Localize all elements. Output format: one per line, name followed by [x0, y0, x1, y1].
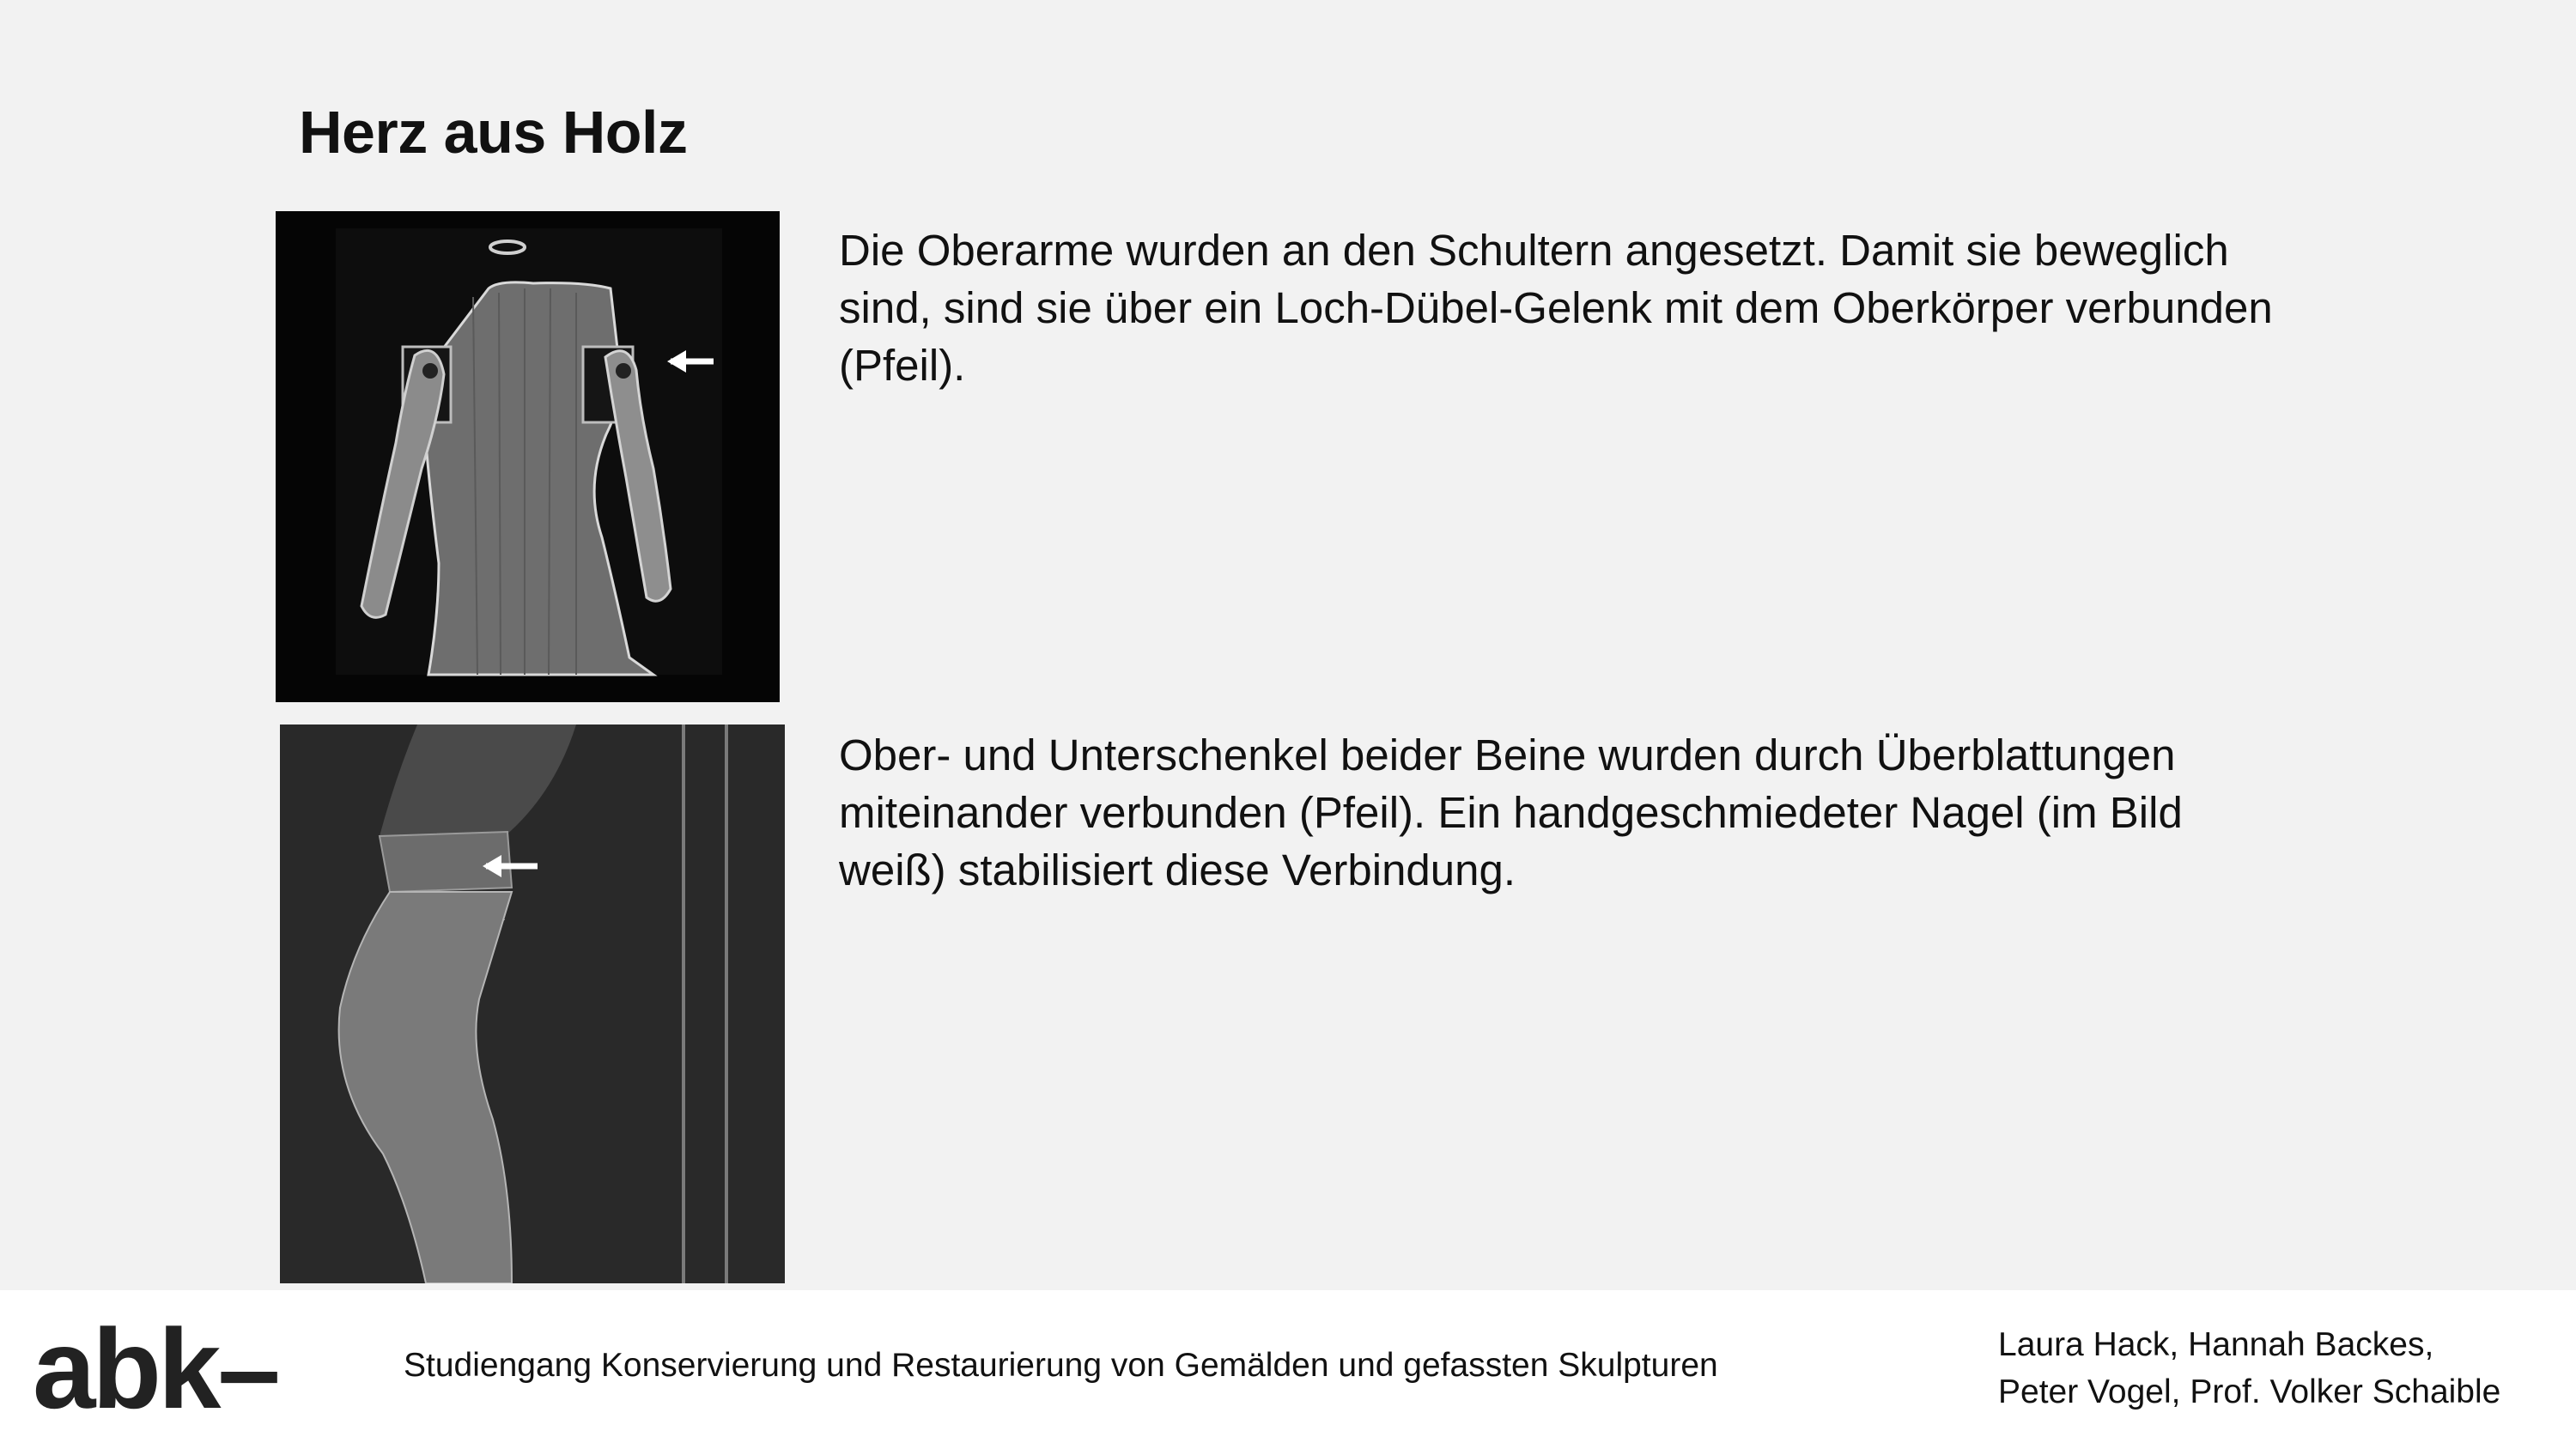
- authors-line-1: Laura Hack, Hannah Backes,: [1998, 1326, 2434, 1363]
- footer: [0, 1290, 2576, 1449]
- arrow-left-icon: [280, 724, 785, 1283]
- caption-legs: Ober- und Unterschenkel beider Beine wurden durch Überblattungen miteinander verbunden (Pfeil). Ein handgeschmiedeter Nagel (im Bild weiß) stabilisiert diese Verbindung.: [839, 731, 2183, 894]
- arrow-left-icon: [276, 211, 780, 702]
- authors-line-2: Peter Vogel, Prof. Volker Schaible: [1998, 1373, 2501, 1410]
- abk-logo: abk–: [33, 1306, 277, 1432]
- slide-title: Herz aus Holz: [299, 99, 688, 166]
- ct-scan-torso-image: [276, 211, 780, 702]
- program-name: Studiengang Konservierung und Restaurierung von Gemälden und gefassten Skulpturen: [404, 1347, 1718, 1384]
- caption-arms: Die Oberarme wurden an den Schultern angesetzt. Damit sie beweglich sind, sind sie über ein Loch-Dübel-Gelenk mit dem Oberkörper verbunden (Pfeil).: [839, 226, 2273, 390]
- ct-scan-leg-image: [280, 724, 785, 1283]
- authors: [1998, 1321, 2500, 1416]
